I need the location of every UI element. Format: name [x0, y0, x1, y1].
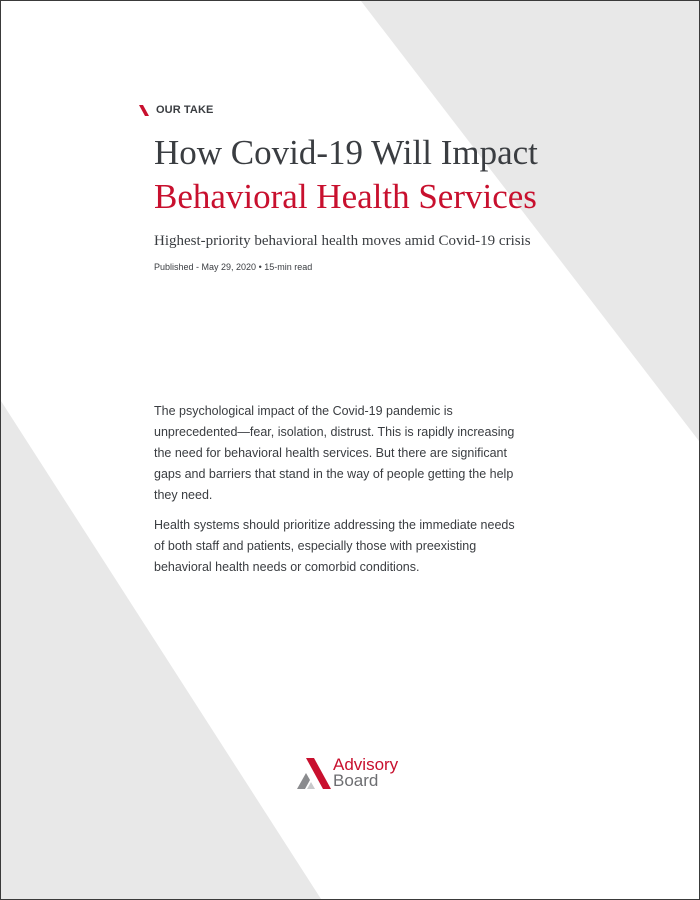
top-right-diagonal-band: [361, 1, 699, 441]
advisory-board-logo: [297, 757, 398, 789]
red-slash-icon: [139, 105, 149, 116]
logo-wordmark: [333, 757, 398, 789]
page-subtitle: Highest-priority behavioral health moves amid Covid-19 crisis: [154, 233, 531, 249]
title-line-2: Behavioral Health Services: [154, 177, 537, 216]
body-text: [154, 401, 524, 587]
title-line-1: How Covid-19 Will Impact: [154, 133, 538, 172]
body-paragraph-2: Health systems should prioritize addressing the immediate needs of both staff and patients, especially those with preexisting behavioral health needs or comorbid conditions.: [154, 518, 515, 574]
eyebrow-label: OUR TAKE: [156, 104, 214, 116]
advisory-board-logo-mark-icon: [297, 758, 331, 789]
body-paragraph-1: The psychological impact of the Covid-19 pandemic is unprecedented—fear, isolation, distrust. This is rapidly increasing the need for behavioral health services. But there are significant gaps and barriers that stand in the way of people getting the help they need.: [154, 404, 515, 502]
section-eyebrow: [139, 104, 213, 116]
logo-line-1: Advisory: [333, 755, 399, 774]
logo-line-2: Board: [333, 771, 379, 790]
publication-meta: Published - May 29, 2020 • 15-min read: [154, 262, 313, 272]
page-title: [154, 131, 538, 219]
